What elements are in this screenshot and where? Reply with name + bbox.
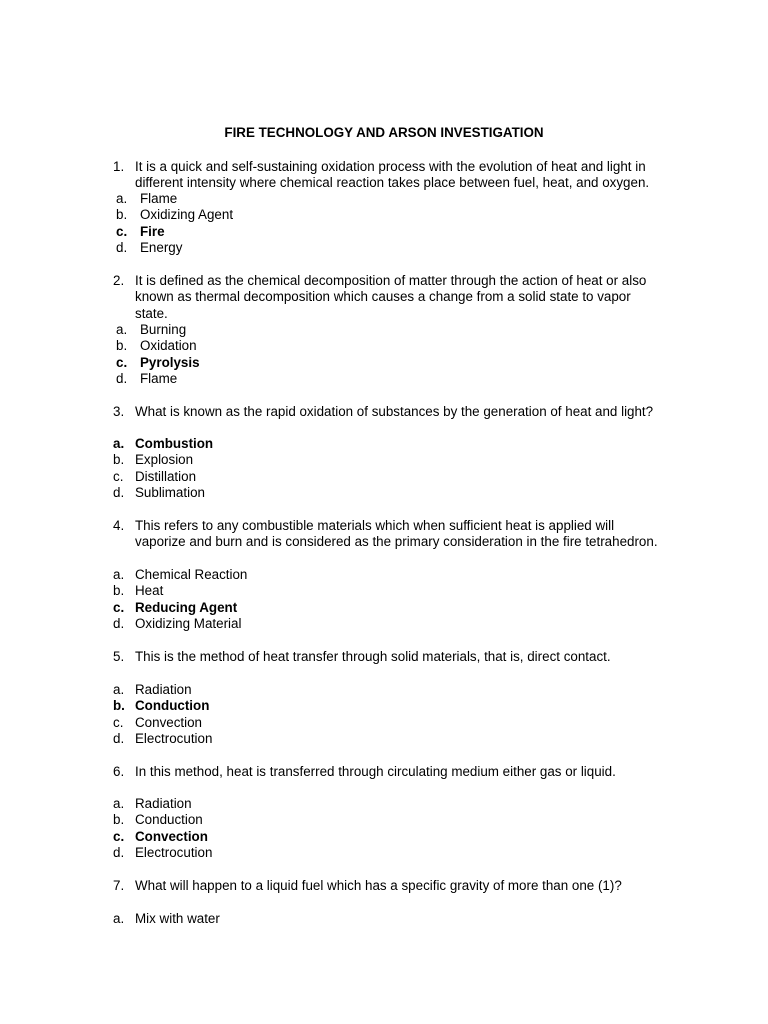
answer-option: Oxidizing Agent [140,207,234,223]
correct-answer-option: Combustion [135,436,214,451]
question-text-line: In this method, heat is transferred through circulating medium either gas or liquid. [135,764,616,779]
question-number: 6. [113,764,125,779]
question-text-line: What is known as the rapid oxidation of substances by the generation of heat and light? [135,404,654,419]
answer-option: Burning [140,322,187,337]
question-text-line: This is the method of heat transfer through solid materials, that is, direct contact. [135,649,611,664]
answer-option: Oxidation [140,338,197,354]
question-number: 7. [113,878,125,893]
option-letter: b. [116,207,128,223]
option-letter: d. [113,484,125,500]
option-letter: d. [116,370,128,386]
option-letter: a. [113,911,125,926]
option-letter: b. [113,698,125,714]
answer-option: Conduction [135,812,203,828]
answer-option: Electrocution [135,730,213,746]
question-text-line: state. [135,305,168,321]
correct-answer-option: Conduction [135,698,210,714]
answer-option: Mix with water [135,911,220,926]
option-letter: c. [113,828,125,844]
answer-option: Flame [140,191,178,206]
correct-answer-option: Reducing Agent [135,599,238,615]
option-letter: c. [113,714,124,730]
option-letter: a. [116,191,128,206]
question-text-line: different intensity where chemical reaction takes place between fuel, heat, and oxygen. [135,175,650,191]
answer-option: Convection [135,714,202,730]
correct-answer-option: Pyrolysis [140,354,200,370]
question-text-line: known as thermal decomposition which causes a change from a solid state to vapor [135,289,631,305]
document-title: FIRE TECHNOLOGY AND ARSON INVESTIGATION [224,125,544,140]
option-letter: b. [116,338,128,354]
answer-option: Radiation [135,682,192,697]
option-letter: b. [113,452,125,468]
option-letter: a. [113,436,125,451]
option-letter: a. [113,796,125,811]
answer-option: Distillation [135,468,197,484]
answer-option: Radiation [135,796,192,811]
question-number: 3. [113,404,125,419]
option-letter: c. [116,223,128,239]
answer-option: Oxidizing Material [135,615,242,631]
question-text-line: This refers to any combustible materials which when sufficient heat is applied will [135,518,615,533]
answer-option: Heat [135,583,164,599]
question-number: 2. [113,273,125,288]
question-number: 5. [113,649,125,664]
option-letter: d. [113,730,125,746]
option-letter: c. [113,468,124,484]
option-letter: b. [113,812,125,828]
option-letter: d. [116,239,128,255]
question-text-line: What will happen to a liquid fuel which has a specific gravity of more than one (1)? [135,878,622,893]
correct-answer-option: Fire [140,223,165,239]
answer-option: Explosion [135,452,194,468]
answer-option: Chemical Reaction [135,567,248,582]
question-text-line: It is defined as the chemical decomposition of matter through the action of heat or also [135,273,647,288]
option-letter: a. [113,567,125,582]
option-letter: a. [116,322,128,337]
option-letter: d. [113,615,125,631]
answer-option: Flame [140,370,178,386]
option-letter: a. [113,682,125,697]
correct-answer-option: Convection [135,828,208,844]
option-letter: d. [113,844,125,860]
question-number: 4. [113,518,125,533]
option-letter: c. [113,599,125,615]
question-text-line: vaporize and burn and is considered as the primary consideration in the fire tetrahedron. [135,534,658,550]
question-number: 1. [113,159,125,174]
answer-option: Sublimation [135,484,205,500]
answer-option: Electrocution [135,844,213,860]
answer-option: Energy [140,239,183,255]
question-text-line: It is a quick and self-sustaining oxidation process with the evolution of heat and light in [135,159,646,174]
option-letter: c. [116,354,128,370]
option-letter: b. [113,583,125,599]
